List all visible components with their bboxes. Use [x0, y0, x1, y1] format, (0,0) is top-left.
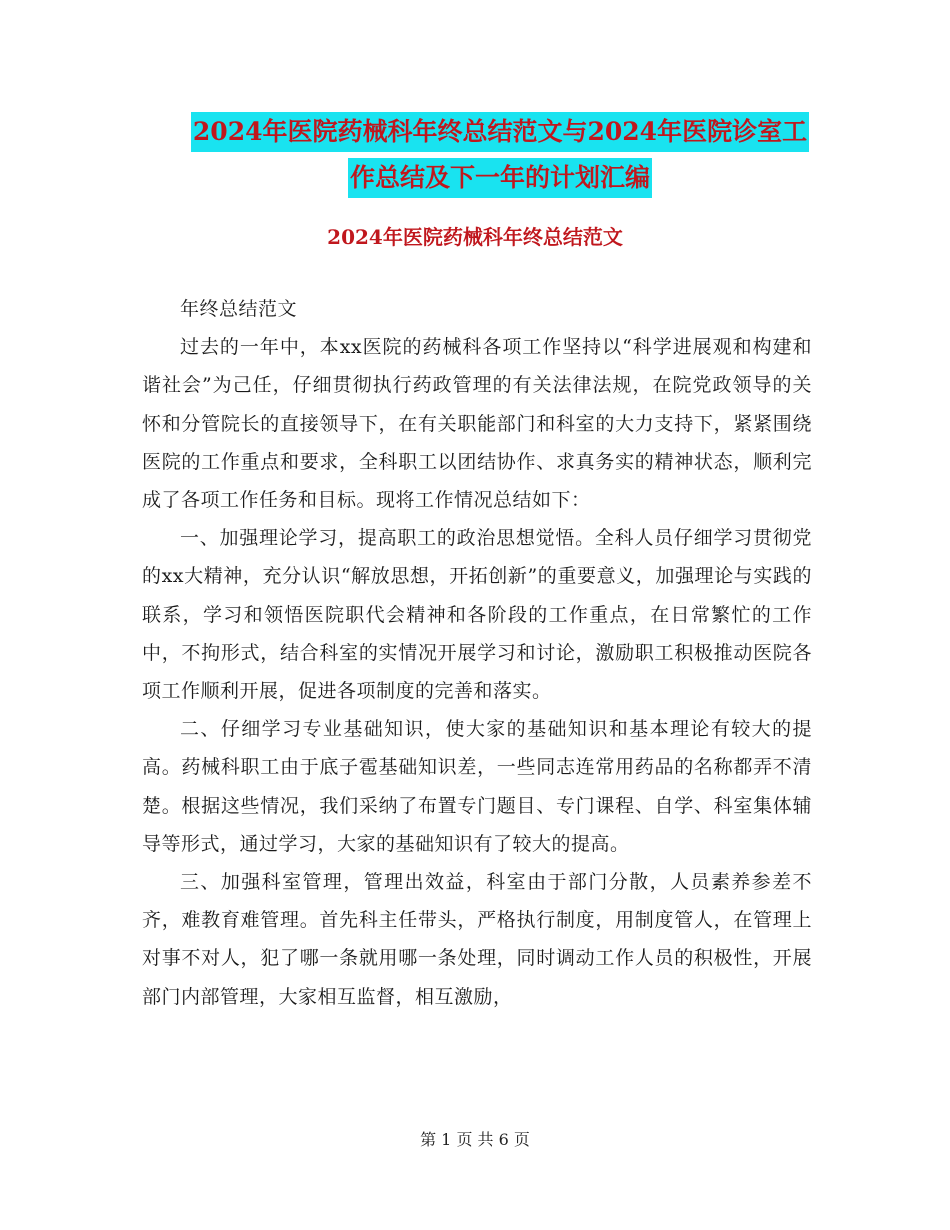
paragraph-overview: 过去的一年中，本xx医院的药械科各项工作坚持以“科学进展观和构建和谐社会”为己任，仔细贯彻执行药政管理的有关法律法规，在院党政领导的关怀和分管院长的直接领导下，在有关职能部门和科室的大力支持下，紧紧围绕医院的工作重点和要求，全科职工以团结协作、求真务实的精神状态，顺利完成了各项工作任务和目标。现将工作情况总结如下：	[142, 336, 812, 512]
page-number-footer: 第 1 页 共 6 页	[420, 1130, 530, 1149]
document-title	[140, 112, 860, 204]
paragraph-section-3: 三、加强科室管理，管理出效益，科室由于部门分散，人员素养参差不齐，难教育难管理。首先科主任带头，严格执行制度，用制度管人，在管理上对事不对人，犯了哪一条就用哪一条处理，同时调动工作人员的积极性，开展部门内部管理，大家相互监督，相互激励，	[142, 871, 812, 1008]
paragraph-section-1: 一、加强理论学习，提高职工的政治思想觉悟。全科人员仔细学习贯彻党的xx大精神，充分认识“解放思想，开拓创新”的重要意义，加强理论与实践的联系，学习和领悟医院职代会精神和各阶段的工作重点，在日常繁忙的工作中，不拘形式，结合科室的实情况开展学习和讨论，激励职工积极推动医院各项工作顺利开展，促进各项制度的完善和落实。	[142, 527, 812, 703]
title-line-1: 2024年医院药械科年终总结范文与2024年医院诊室工	[191, 112, 809, 152]
section-heading: 2024年医院药械科年终总结范文	[327, 225, 623, 249]
title-line-2: 作总结及下一年的计划汇编	[348, 158, 652, 198]
paragraph-section-2: 二、仔细学习专业基础知识，使大家的基础知识和基本理论有较大的提高。药械科职工由于底子雹基础知识差，一些同志连常用药品的名称都弄不清楚。根据这些情况，我们采纳了布置专门题目、专门课程、自学、科室集体辅导等形式，通过学习，大家的基础知识有了较大的提高。	[142, 718, 812, 855]
paragraph-intro-label: 年终总结范文	[180, 298, 298, 320]
document-body	[142, 290, 812, 1016]
